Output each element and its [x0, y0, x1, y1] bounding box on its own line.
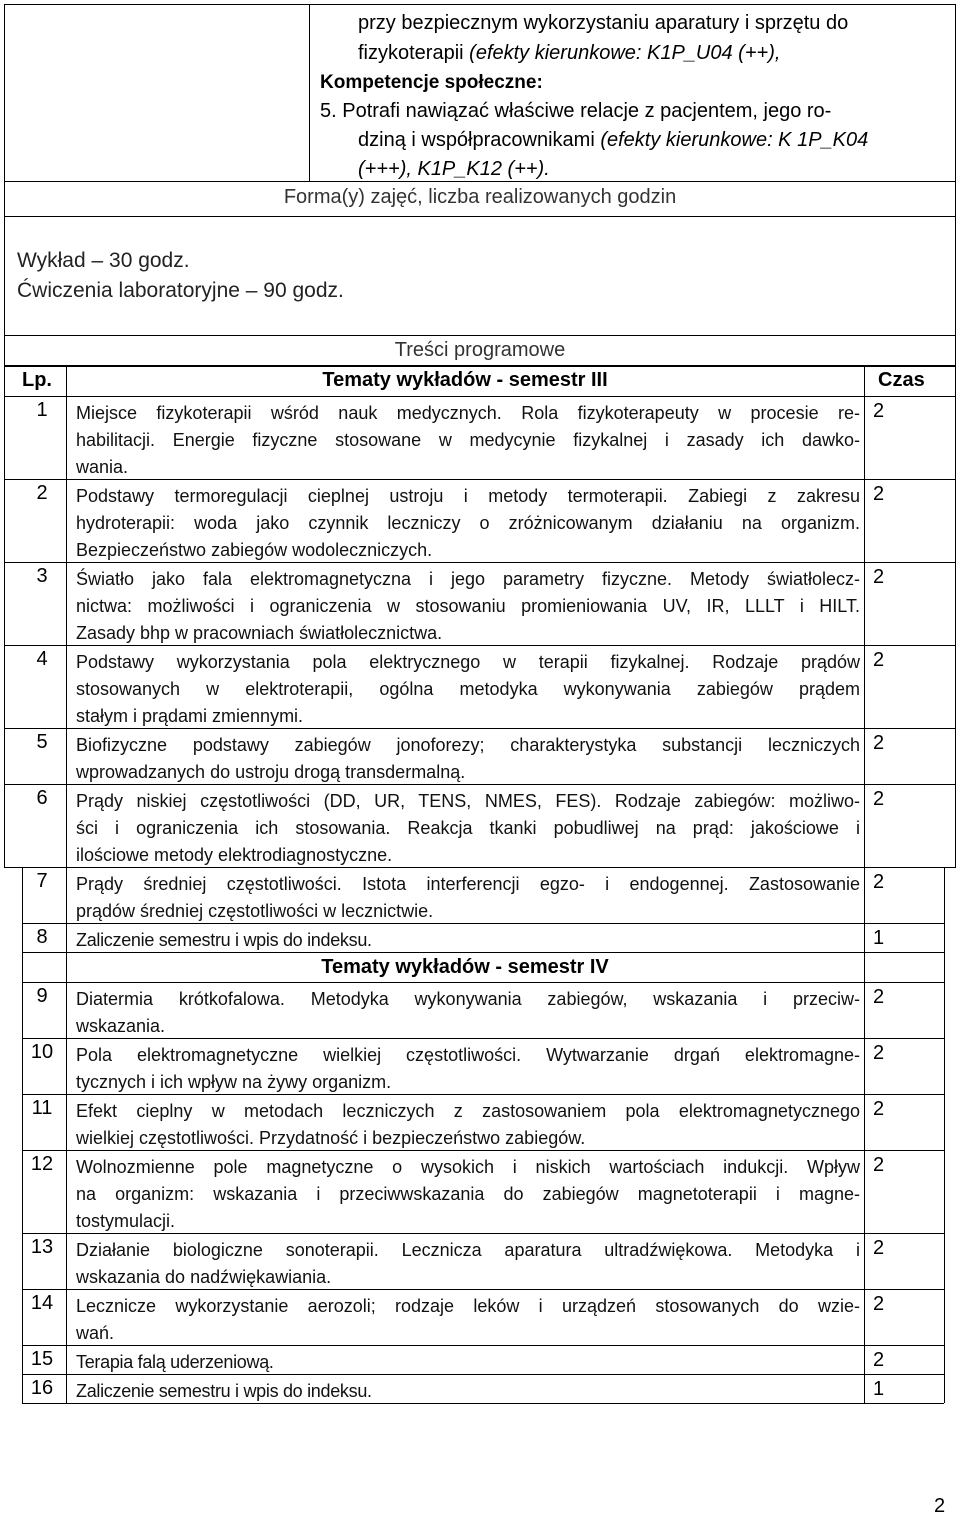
row-hours: 2 [872, 400, 885, 422]
row-topic-line: Działanie biologiczne sonoterapii. Lecznicza aparatura ultradźwiękowa. Metodyka i [76, 1240, 860, 1260]
table-line [22, 1345, 944, 1346]
row-number: 4 [36, 648, 48, 670]
table-line [22, 1094, 944, 1095]
row-number: 7 [36, 870, 48, 892]
row-number: 11 [31, 1097, 53, 1119]
row-number: 16 [30, 1377, 54, 1399]
effect-line: (+++), K1P_K12 (++). [358, 158, 550, 180]
table-line [864, 366, 865, 1403]
page-number: 2 [934, 1495, 946, 1517]
row-topic-line: tycznych i ich wpływ na żywy organizm. [76, 1072, 392, 1092]
table-line [4, 645, 956, 646]
table-line [4, 562, 956, 563]
table-line [22, 952, 944, 953]
row-hours: 2 [872, 1042, 885, 1064]
row-topic-line: Efekt cieplny w metodach leczniczych z zastosowaniem pola elektromagnetycznego [76, 1101, 860, 1121]
table-line [22, 1233, 944, 1234]
row-hours: 2 [872, 566, 885, 588]
row-number: 5 [36, 731, 48, 753]
row-number: 12 [30, 1153, 54, 1175]
header-czas: Czas [878, 369, 925, 391]
row-hours: 2 [872, 1237, 885, 1259]
table-line [944, 867, 945, 1403]
row-topic-line: Podstawy wykorzystania pola elektrycznego w terapii fizykalnej. Rodzaje prądów [76, 652, 860, 672]
row-number: 6 [36, 787, 48, 809]
row-hours: 1 [872, 1378, 885, 1400]
table-line [22, 1289, 944, 1290]
row-topic-line: Światło jako fala elektromagnetyczna i jego parametry fizyczne. Metody światłolecz- [76, 569, 860, 589]
row-hours: 2 [872, 788, 885, 810]
row-topic-line: prądów średniej częstotliwości w lecznictwie. [76, 901, 434, 921]
row-number: 3 [36, 565, 48, 587]
row-number: 2 [36, 482, 48, 504]
row-topic-line: tostymulacji. [76, 1211, 176, 1231]
row-hours: 2 [872, 1293, 885, 1315]
table-line [22, 1150, 944, 1151]
row-hours: 2 [872, 1154, 885, 1176]
row-number: 9 [36, 985, 48, 1007]
row-topic-line: Pola elektromagnetyczne wielkiej częstotliwości. Wytwarzanie drgań elektromagne- [76, 1045, 860, 1065]
row-topic-line: Zaliczenie semestru i wpis do indeksu. [76, 930, 372, 950]
row-topic-line: Zasady bhp w pracowniach światłolecznictwa. [76, 623, 443, 643]
top-right-cell [309, 4, 956, 182]
table-line [955, 366, 956, 867]
row-hours: 2 [872, 649, 885, 671]
row-hours: 2 [872, 483, 885, 505]
row-topic-line: Diatermia krótkofalowa. Metodyka wykonywania zabiegów, wskazania i przeciw- [76, 989, 860, 1009]
row-topic-line: stosowanych w elektroterapii, ogólna metodyka wykonywania zabiegów prądem [76, 679, 860, 699]
row-number: 15 [30, 1348, 54, 1370]
row-topic-line: Biofizyczne podstawy zabiegów jonoforezy; charakterystyka substancji leczniczych [76, 735, 860, 755]
table-line [4, 396, 956, 397]
row-topic-line: wprowadzanych do ustroju drogą transdermalną. [76, 762, 466, 782]
hours-box [4, 216, 956, 336]
lab-hours: Ćwiczenia laboratoryjne – 90 godz. [17, 279, 344, 302]
effect-line: przy bezpiecznym wykorzystaniu aparatury i sprzętu do [358, 12, 849, 34]
table-line [22, 923, 944, 924]
table-line [4, 728, 956, 729]
row-hours: 2 [872, 732, 885, 754]
row-topic-line: Bezpieczeństwo zabiegów wodoleczniczych. [76, 540, 433, 560]
effect-line: fizykoterapii (efekty kierunkowe: K1P_U04 (++), [358, 42, 781, 64]
table-line [4, 867, 956, 868]
forma-title: Forma(y) zajęć, liczba realizowanych godzin [283, 186, 677, 208]
row-hours: 2 [872, 1349, 885, 1371]
row-hours: 2 [872, 986, 885, 1008]
row-topic-line: wania. [76, 457, 129, 477]
row-topic-line: wskazania do nadźwiękawiania. [76, 1267, 332, 1287]
table-line [4, 479, 956, 480]
table-line [4, 366, 956, 367]
row-topic-line: hydroterapii: woda jako czynnik leczniczy o zróżnicowanym działaniu na organizm. [76, 513, 860, 533]
table-line [66, 366, 67, 1403]
row-number: 1 [36, 399, 48, 421]
row-topic-line: wskazania. [76, 1016, 166, 1036]
table-line [22, 1038, 944, 1039]
tresci-title: Treści programowe [394, 339, 566, 361]
effect-line: 5. Potrafi nawiązać właściwe relacje z pacjentem, jego ro- [320, 100, 832, 122]
row-topic-line: ści i ograniczenia ich stosowania. Reakcja tkanki pobudliwej na prąd: jakościowe i [76, 818, 860, 838]
table-line [22, 1374, 944, 1375]
table-line [4, 784, 956, 785]
table-line [4, 366, 5, 867]
table-line [22, 1403, 944, 1404]
row-topic-line: habilitacji. Energie fizyczne stosowane w medycynie fizykalnej i zasady ich dawko- [76, 430, 860, 450]
table-line [22, 982, 944, 983]
row-topic-line: ilościowe metody elektrodiagnostyczne. [76, 845, 393, 865]
table-line [22, 867, 23, 1403]
row-number: 14 [30, 1292, 54, 1314]
row-topic-line: na organizm: wskazania i przeciwwskazania do zabiegów magnetoterapii i magne- [76, 1184, 860, 1204]
row-number: 13 [30, 1236, 54, 1258]
forma-row [4, 182, 956, 216]
row-topic-line: nictwa: możliwości i ograniczenia w stosowaniu promieniowania UV, IR, LLLT i HILT. [76, 596, 860, 616]
header-lp: Lp. [22, 369, 52, 391]
row-topic-line: Wolnozmienne pole magnetyczne o wysokich i niskich wartościach indukcji. Wpływ [76, 1157, 860, 1177]
lecture-hours: Wykład – 30 godz. [17, 249, 190, 272]
row-topic-line: Miejsce fizykoterapii wśród nauk medycznych. Rola fizykoterapeuty w procesie re- [76, 403, 860, 423]
row-topic-line: Podstawy termoregulacji cieplnej ustroju i metody termoterapii. Zabiegi z zakresu [76, 486, 860, 506]
row-topic-line: wań. [76, 1323, 115, 1343]
header-semester3: Tematy wykładów - semestr III [322, 369, 608, 391]
top-left-cell [4, 4, 309, 182]
row-topic-line: Prądy niskiej częstotliwości (DD, UR, TENS, NMES, FES). Rodzaje zabiegów: możliwo- [76, 791, 860, 811]
row-hours: 2 [872, 871, 885, 893]
row-number: 10 [30, 1041, 54, 1063]
tresci-title-row [4, 336, 956, 366]
header-semester4: Tematy wykładów - semestr IV [321, 956, 609, 978]
row-number: 8 [36, 926, 48, 948]
effect-line: dziną i współpracownikami (efekty kierunkowe: K 1P_K04 [358, 129, 869, 151]
row-topic-line: Terapia falą uderzeniową. [76, 1352, 274, 1372]
row-hours: 1 [872, 927, 885, 949]
row-topic-line: Lecznicze wykorzystanie aerozoli; rodzaje leków i urządzeń stosowanych do wzie- [76, 1296, 860, 1316]
row-topic-line: Zaliczenie semestru i wpis do indeksu. [76, 1381, 372, 1401]
row-topic-line: wielkiej częstotliwości. Przydatność i bezpieczeństwo zabiegów. [76, 1128, 586, 1148]
row-hours: 2 [872, 1098, 885, 1120]
row-topic-line: stałym i prądami zmiennymi. [76, 706, 304, 726]
row-topic-line: Prądy średniej częstotliwości. Istota interferencji egzo- i endogennej. Zastosowanie [76, 874, 860, 894]
competence-heading: Kompetencje społeczne: [320, 72, 543, 93]
